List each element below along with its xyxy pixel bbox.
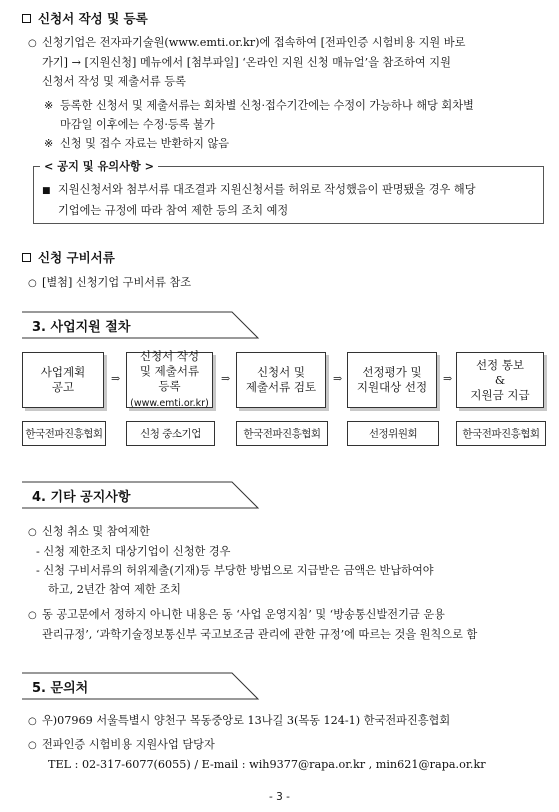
section5-body — [28, 711, 548, 774]
reference-mark-icon: ※ — [44, 137, 54, 150]
circle-bullet-icon: ○ — [28, 38, 37, 49]
section-heading-documents — [22, 248, 115, 266]
step-box — [456, 352, 544, 408]
checkbox-square-icon — [22, 14, 31, 23]
section1-body — [28, 33, 543, 91]
body-line: 관리규정’, ‘과학기술정보통신부 국고보조금 관리에 관한 규정’에 따르는 것을 원칙으로 함 — [42, 628, 478, 641]
checkbox-square-icon — [22, 253, 31, 262]
section3-title-bar — [22, 311, 262, 339]
notice-line: 지원신청서와 첨부서류 대조결과 지원신청서를 허위로 작성했음이 판명됐을 경우 해당 — [58, 183, 476, 196]
section-title: 4. 기타 공지사항 — [32, 490, 131, 505]
body-line: 신청서 작성 및 제출서류 등록 — [42, 75, 186, 88]
circle-bullet-icon: ○ — [28, 716, 37, 727]
process-flow — [20, 349, 550, 452]
section4-body — [28, 522, 548, 644]
circle-bullet-icon: ○ — [28, 527, 37, 538]
body-line: [별첨] 신청기업 구비서류 참조 — [42, 276, 192, 289]
step-line: 사업계획 — [40, 365, 86, 379]
reference-mark-icon: ※ — [44, 99, 54, 112]
body-line: 가기] → [지원신청] 메뉴에서 [첨부파일] ‘온라인 지원 신청 매뉴얼’을 참조하여 지원 — [42, 56, 451, 69]
square-bullet-icon: ■ — [42, 186, 51, 196]
step-line: 신청서 작성 — [139, 349, 200, 363]
page-number: - 3 - — [269, 791, 290, 803]
step-box — [22, 352, 104, 408]
step-line: 신청서 및 — [256, 365, 306, 379]
step-line: 등록 — [158, 379, 181, 393]
arrow-right-icon: ⇒ — [333, 372, 343, 385]
section-title: 5. 문의처 — [32, 681, 89, 696]
body-line: - 신청 구비서류의 허위제출(기재)등 부당한 방법으로 지급받은 금액은 반납하여야 — [36, 564, 434, 577]
section1-notes — [44, 96, 549, 153]
step-line: 제출서류 검토 — [245, 380, 317, 394]
note-line: 등록한 신청서 및 제출서류는 회차별 신청·접수기간에는 수정이 가능하나 해당 회차별 — [60, 99, 474, 112]
step-line: 지원금 지급 — [470, 387, 530, 402]
body-line: 신청기업은 전자파기술원(www.emti.or.kr)에 접속하여 [전파인증 시험비용 지원 바로 — [42, 36, 466, 49]
section2-body — [28, 273, 191, 293]
circle-bullet-icon: ○ — [28, 278, 37, 289]
step-box — [347, 352, 437, 408]
step-line: 지원대상 선정 — [356, 380, 428, 394]
step-org: 한국전파진흥협회 — [456, 421, 546, 446]
heading-text: 신청 구비서류 — [38, 250, 115, 265]
contact-label: 전파인증 시험비용 지원사업 담당자 — [42, 738, 215, 751]
step-box — [126, 349, 213, 409]
step-line: & — [494, 372, 506, 387]
address-text: 우)07969 서울특별시 양천구 목동중앙로 13나길 3(목동 124-1) 한국전파진흥협회 — [42, 714, 451, 727]
section5-title-bar — [22, 672, 262, 700]
notice-body — [42, 180, 542, 220]
body-line: 신청 취소 및 참여제한 — [42, 525, 150, 538]
notice-line: 기업에는 규정에 따라 참여 제한 등의 조치 예정 — [58, 204, 289, 217]
step-line: 및 제출서류 — [139, 364, 200, 378]
section4-title-bar — [22, 481, 262, 509]
arrow-right-icon: ⇒ — [443, 372, 453, 385]
circle-bullet-icon: ○ — [28, 610, 37, 621]
section-heading-application — [22, 9, 148, 27]
step-url: (www.emti.or.kr) — [130, 398, 209, 409]
arrow-right-icon: ⇒ — [221, 372, 231, 385]
step-org: 한국전파진흥협회 — [22, 421, 106, 446]
contact-line: TEL : 02-317-6077(6055) / E-mail : wih9377@rapa.or.kr , min621@rapa.or.kr — [48, 758, 486, 771]
arrow-right-icon: ⇒ — [111, 372, 121, 385]
step-box — [236, 352, 326, 408]
step-org: 선정위원회 — [347, 421, 439, 446]
step-line: 선정평가 및 — [362, 365, 422, 379]
body-line: 동 공고문에서 정하지 아니한 내용은 동 ‘사업 운영지침’ 및 ‘방송통신발전기금 운용 — [42, 608, 445, 621]
section-title: 3. 사업지원 절차 — [32, 320, 131, 335]
circle-bullet-icon: ○ — [28, 740, 37, 751]
step-org: 한국전파진흥협회 — [236, 421, 328, 446]
note-line: 신청 및 접수 자료는 반환하지 않음 — [60, 137, 230, 150]
body-line: 하고, 2년간 참여 제한 조치 — [48, 583, 181, 596]
notice-title: < 공지 및 유의사항 > — [40, 158, 158, 174]
step-org: 신청 중소기업 — [126, 421, 215, 446]
note-line: 마감일 이후에는 수정·등록 불가 — [60, 118, 215, 131]
heading-text: 신청서 작성 및 등록 — [38, 11, 148, 26]
step-line: 선정 통보 — [475, 357, 525, 372]
body-line: - 신청 제한조치 대상기업이 신청한 경우 — [36, 545, 231, 558]
step-line: 공고 — [51, 380, 75, 394]
